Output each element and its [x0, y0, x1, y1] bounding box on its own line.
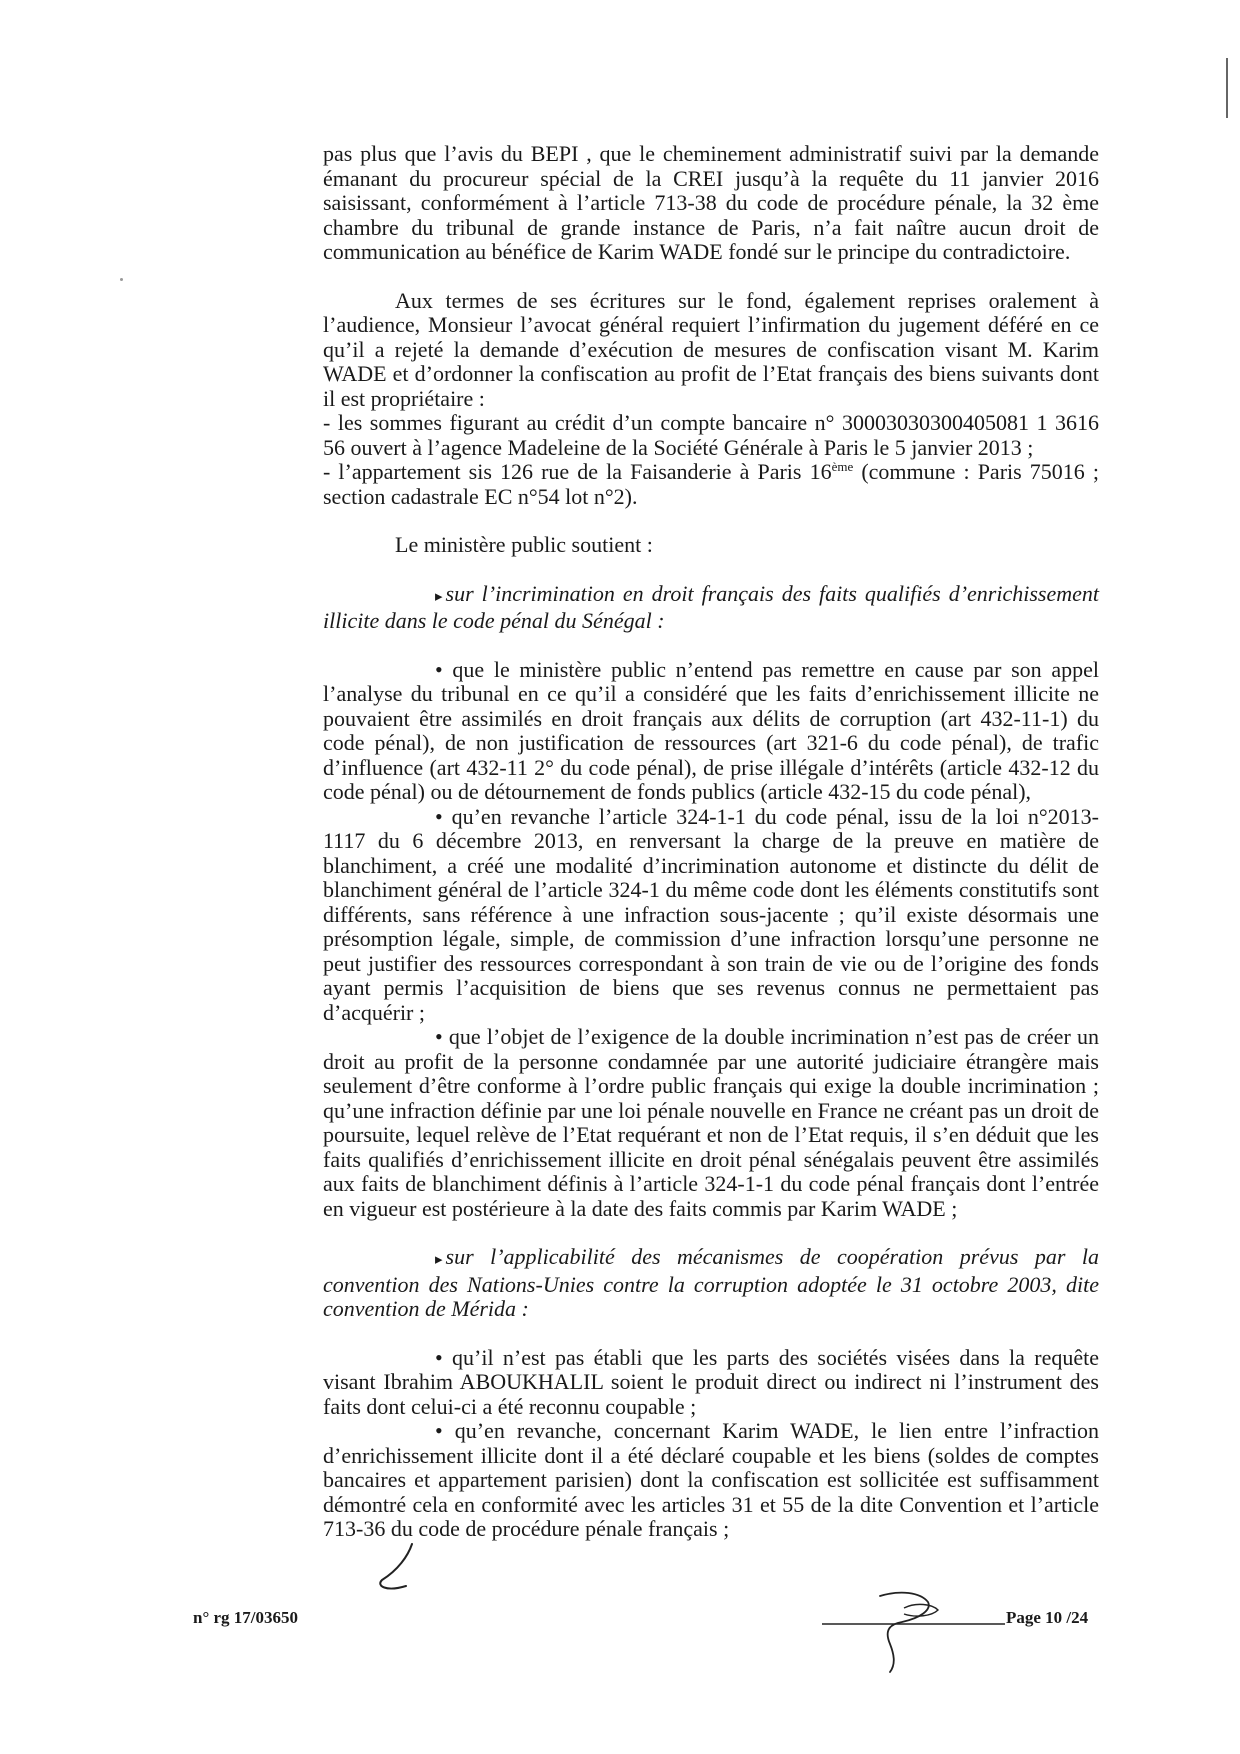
- initials-signature-icon: [372, 1540, 432, 1600]
- bullet-karim-wade-lien: • qu’en revanche, concernant Karim WADE, le lien entre l’infraction d’enrichissement illicite dont il a été déclaré coupable et les biens (soldes de comptes bancaires et appartement parisien) dont la confiscation est sollicitée est suffisamment démontré cela en conformité avec les articles 31 et 55 de la dite Convention et l’article 713-36 du code de procédure pénale français ;: [323, 1418, 1099, 1541]
- paragraph-bepi: pas plus que l’avis du BEPI , que le cheminement administratif suivi par la demande émanant du procureur spécial de la CREI jusqu’à la requête du 11 janvier 2016 saisissant, conformément à l’article 713-38 du code de procédure pénale, la 32 ème chambre du tribunal de grande instance de Paris, n’a fait naître aucun droit de communication au bénéfice de Karim WADE fondé sur le principe du contradictoire.: [323, 141, 1099, 264]
- heading-merida: [323, 1245, 1099, 1322]
- heading-merida-text: sur l’applicabilité des mécanismes de coopération prévus par la convention des Nations-Unies contre la corruption adoptée le 31 octobre 2003, dite convention de Mérida :: [323, 1244, 1099, 1321]
- apartment-superscript: ème: [831, 459, 854, 474]
- confiscation-item-apartment: [323, 460, 1099, 509]
- heading-incrimination: [323, 582, 1099, 634]
- bullet-analyse-tribunal: • que le ministère public n’entend pas remettre en cause par son appel l’analyse du tribunal en ce qu’il a considéré que les faits d’enrichissement illicite ne pouvaient être assimilés en droit français aux délits de corruption (art 432-11-1) du code pénal), de non justification de ressources (art 321-6 du code pénal), de trafic d’influence (art 432-11 2° du code pénal), de prise illégale d’intérêts (article 432-12 du code pénal) ou de détournement de fonds publics (article 432-15 du code pénal),: [323, 656, 1099, 804]
- apartment-text-b: (commune : Paris 75016 ; section cadastrale EC n°54 lot n°2).: [323, 459, 1099, 509]
- clerk-signature-icon: [820, 1588, 1010, 1678]
- bullet-article-324-1-1: • qu’en revanche l’article 324-1-1 du code pénal, issu de la loi n°2013-1117 du 6 décembre 2013, en renversant la charge de la preuve en matière de blanchiment, a créé une modalité d’incrimination autonome et distincte du délit de blanchiment général de l’article 324-1 du même code dont les éléments constitutifs sont différents, sans référence à une infraction sous-jacente ; qu’il existe désormais une présomption légale, simple, de commission d’une infraction lorsqu’une personne ne peut justifier des ressources correspondant à son train de vie ou de l’origine des fonds ayant permis l’acquisition de biens que ses revenus connus ne permettaient pas d’acquérir ;: [323, 803, 1099, 1025]
- paragraph-avocat-general: Aux termes de ses écritures sur le fond, également reprises oralement à l’audience, Monsieur l’avocat général requiert l’infirmation du jugement déféré en ce qu’il a rejeté la demande d’exécution de mesures de confiscation visant M. Karim WADE et d’ordonner la confiscation au profit de l’Etat français des biens suivants dont il est propriétaire :: [323, 287, 1099, 411]
- document-body: [323, 142, 1099, 1542]
- apartment-text-a: - l’appartement sis 126 rue de la Faisanderie à Paris 16: [323, 459, 832, 484]
- bullet-aboukhalil: • qu’il n’est pas établi que les parts des sociétés visées dans la requête visant Ibrahim ABOUKHALIL soient le produit direct ou indirect ni l’instrument des faits dont celui-ci a été reconnu coupable ;: [323, 1344, 1099, 1419]
- arrow-bullet-icon: ▸: [435, 588, 443, 605]
- page-number: Page 10 /24: [1006, 1608, 1089, 1627]
- case-number: n° rg 17/03650: [193, 1608, 299, 1627]
- bullet-double-incrimination: • que l’objet de l’exigence de la double incrimination n’est pas de créer un droit au profit de la personne condamnée par une autorité judiciaire étrangère mais seulement d’être conforme à l’ordre public français qui exige la double incrimination ; qu’une infraction définie par une loi pénale nouvelle en France ne créant pas un droit de poursuite, lequel relève de l’Etat requérant et non de l’Etat requis, il s’en déduit que les faits qualifiés d’enrichissement illicite en droit pénal sénégalais peuvent être assimilés aux faits de blanchiment définis à l’article 324-1-1 du code pénal français dont l’entrée en vigueur est postérieure à la date des faits commis par Karim WADE ;: [323, 1024, 1099, 1221]
- scan-speck: [120, 278, 123, 281]
- scan-margin-mark: [1226, 58, 1228, 118]
- paragraph-ministere-public: Le ministère public soutient :: [395, 532, 653, 557]
- arrow-bullet-icon: ▸: [435, 1252, 443, 1268]
- confiscation-item-account: - les sommes figurant au crédit d’un compte bancaire n° 30003030300405081 1 3616 56 ouvert à l’agence Madeleine de la Société Générale à Paris le 5 janvier 2013 ;: [323, 410, 1099, 460]
- heading-incrimination-text: sur l’incrimination en droit français des faits qualifiés d’enrichissement illicite dans le code pénal du Sénégal :: [323, 580, 1099, 633]
